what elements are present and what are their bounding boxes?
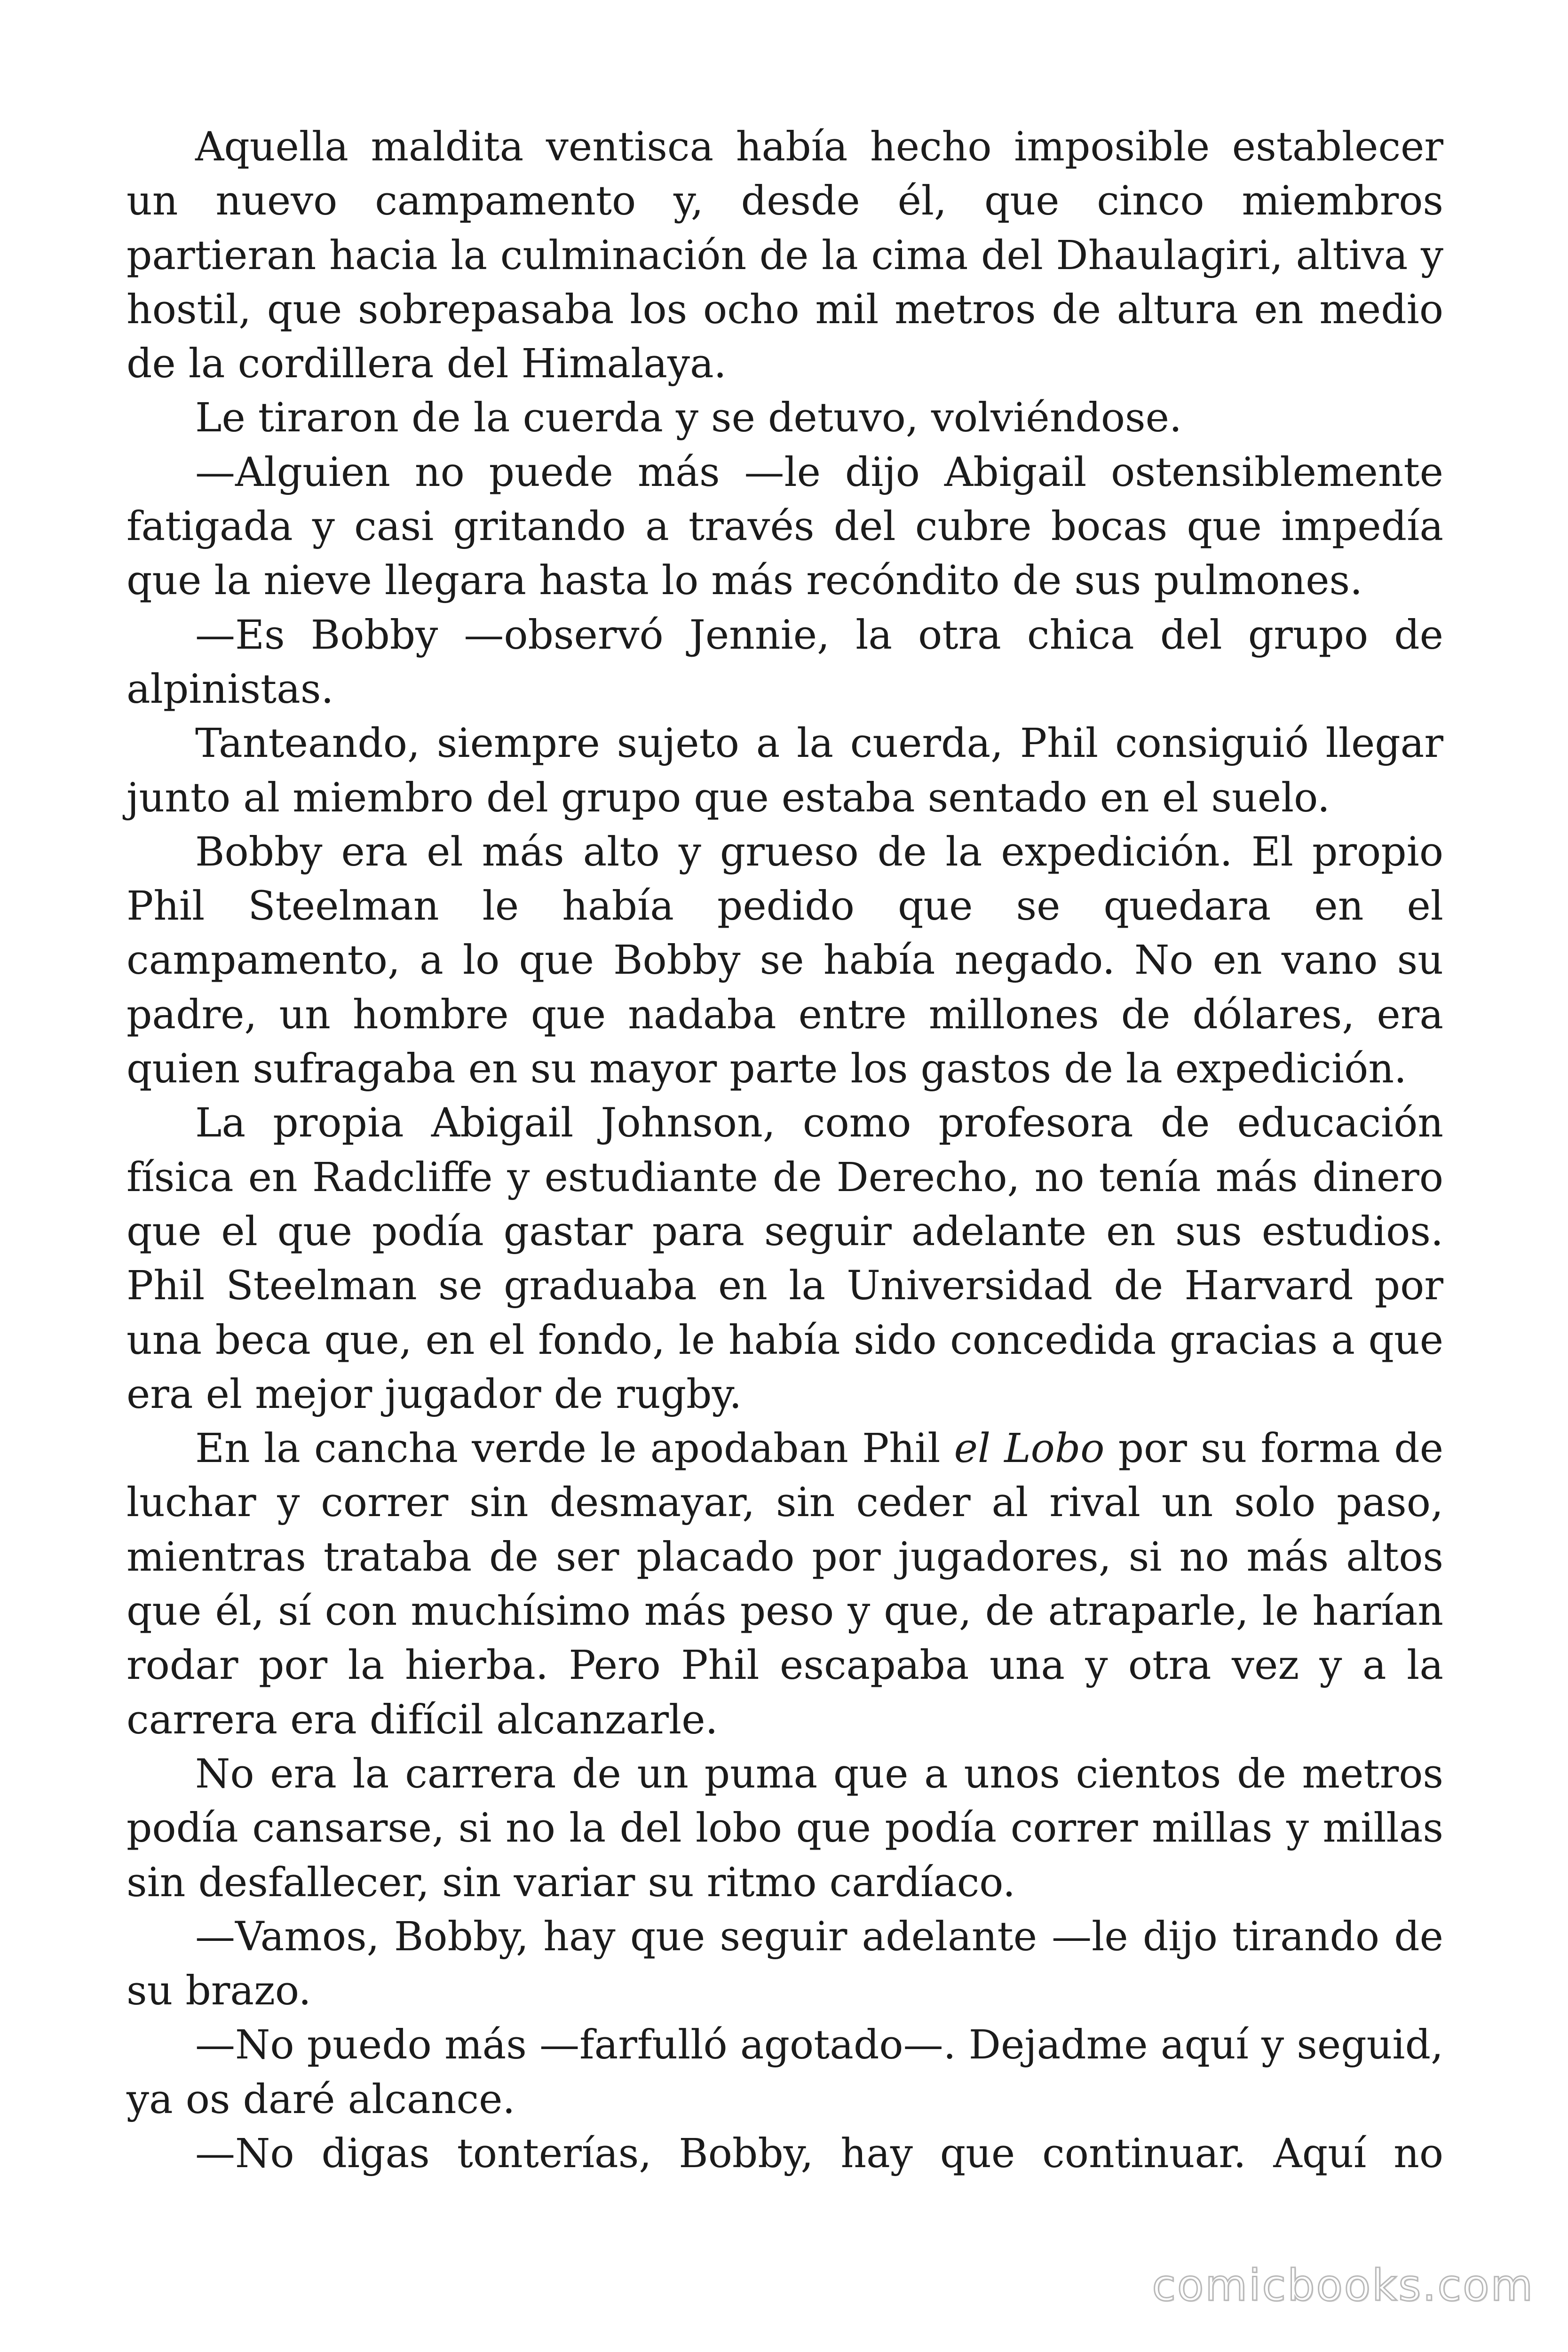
paragraph-lobo-italic: el Lobo	[954, 1425, 1105, 1472]
watermark: comicbooks.com	[1152, 2260, 1534, 2311]
paragraph-cut-off: —No digas tonterías, Bobby, hay que continuar. Aquí no	[195, 2130, 1443, 2177]
paragraph: Tanteando, siempre sujeto a la cuerda, Phil consiguió llegar junto al miembro del grupo que estaba sentado en el suelo.	[127, 720, 1443, 821]
paragraph-lobo-after: por su forma de luchar y correr sin desmayar, sin ceder al rival un solo paso, mientras trataba de ser placado por jugadores, si no más altos que él, sí con muchísimo más peso y que, de atraparle, le harían rodar por la hierba. Pero Phil escapaba una y otra vez y a la carrera era difícil alcanzarle.	[127, 1425, 1443, 1743]
paragraph: —Vamos, Bobby, hay que seguir adelante —le dijo tirando de su brazo.	[127, 1913, 1443, 2015]
paragraph: —No puedo más —farfulló agotado—. Dejadme aquí y seguid, ya os daré alcance.	[127, 2022, 1443, 2123]
paragraph: Le tiraron de la cuerda y se detuvo, volviéndose.	[195, 395, 1182, 442]
paragraph: Aquella maldita ventisca había hecho imposible establecer un nuevo campamento y, desde él, que cinco miembros partieran hacia la culminación de la cima del Dhaulagiri, altiva y hostil, que sobrepasaba los ocho mil metros de altura en medio de la cordillera del Himalaya.	[127, 124, 1443, 388]
paragraph: Bobby era el más alto y grueso de la expedición. El propio Phil Steelman le había pedido que se quedara en el campamento, a lo que Bobby se había negado. No en vano su padre, un hombre que nadaba entre millones de dólares, era quien sufragaba en su mayor parte los gastos de la expedición.	[127, 828, 1443, 1093]
paragraph-lobo-before: En la cancha verde le apodaban Phil	[195, 1425, 954, 1472]
page-text	[127, 120, 1443, 2181]
paragraph: No era la carrera de un puma que a unos cientos de metros podía cansarse, si no la del lobo que podía correr millas y millas sin desfallecer, sin variar su ritmo cardíaco.	[127, 1750, 1443, 1906]
paragraph: La propia Abigail Johnson, como profesora de educación física en Radcliffe y estudiante de Derecho, no tenía más dinero que el que podía gastar para seguir adelante en sus estudios. Phil Steelman se graduaba en la Universidad de Harvard por una beca que, en el fondo, le había sido concedida gracias a que era el mejor jugador de rugby.	[127, 1100, 1443, 1418]
paragraph: —Alguien no puede más —le dijo Abigail ostensiblemente fatigada y casi gritando a través del cubre bocas que impedía que la nieve llegara hasta lo más recóndito de sus pulmones.	[127, 449, 1443, 604]
paragraph: —Es Bobby —observó Jennie, la otra chica del grupo de alpinistas.	[127, 612, 1443, 713]
paragraph-lobo	[127, 1422, 1443, 1747]
